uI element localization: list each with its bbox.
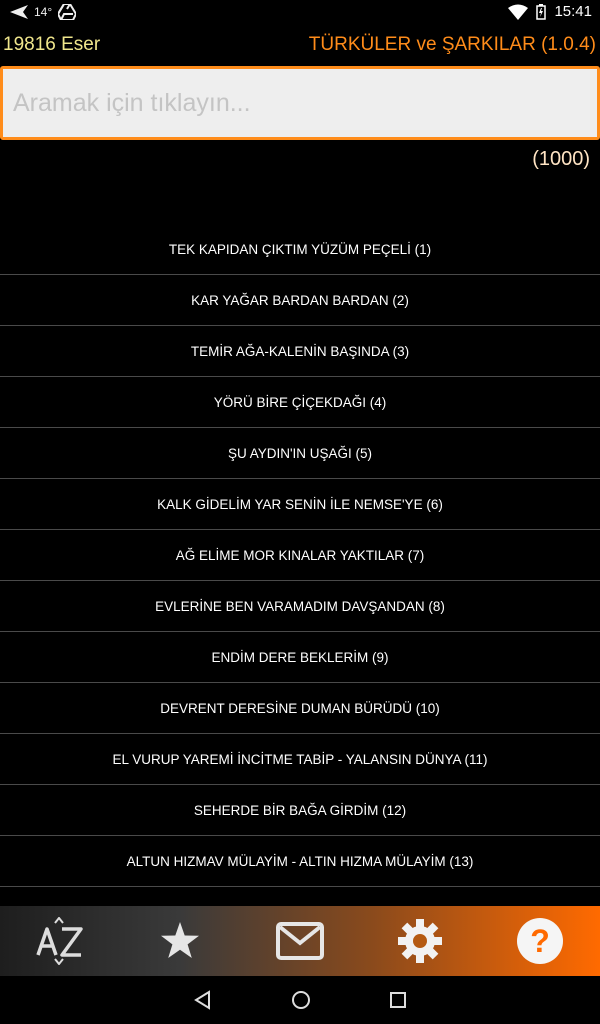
drive-icon xyxy=(58,4,76,20)
mail-button[interactable] xyxy=(240,906,360,976)
song-list-item[interactable]: EL VURUP YAREMİ İNCİTME TABİP - YALANSIN DÜNYA (11) xyxy=(0,734,600,785)
search-box[interactable] xyxy=(0,66,600,140)
total-works-count: 19816 Eser xyxy=(3,34,101,55)
help-button[interactable] xyxy=(480,906,600,976)
song-list-item[interactable]: ALTUN HIZMAV MÜLAYİM - ALTIN HIZMA MÜLAYİM (13) xyxy=(0,836,600,887)
song-list-item[interactable]: ŞU AYDIN'IN UŞAĞI (5) xyxy=(0,428,600,479)
song-list-item[interactable]: YÖRÜ BİRE ÇİÇEKDAĞI (4) xyxy=(0,377,600,428)
song-list-item[interactable]: AĞ ELİME MOR KINALAR YAKTILAR (7) xyxy=(0,530,600,581)
bottom-toolbar xyxy=(0,906,600,976)
back-icon[interactable] xyxy=(193,990,213,1010)
clock: 15:41 xyxy=(554,3,592,20)
song-list-item[interactable]: TEMİR AĞA-KALENİN BAŞINDA (3) xyxy=(0,326,600,377)
status-left xyxy=(10,4,76,20)
song-list-item[interactable]: DEVRENT DERESİNE DUMAN BÜRÜDÜ (10) xyxy=(0,683,600,734)
battery-icon xyxy=(536,4,546,20)
song-list-item[interactable]: ENDİM DERE BEKLERİM (9) xyxy=(0,632,600,683)
song-list-item[interactable]: KAR YAĞAR BARDAN BARDAN (2) xyxy=(0,275,600,326)
recents-icon[interactable] xyxy=(389,991,407,1009)
song-list-item[interactable]: TEK KAPIDAN ÇIKTIM YÜZÜM PEÇELİ (1) xyxy=(0,224,600,275)
song-list-item[interactable]: KALK GİDELİM YAR SENİN İLE NEMSE'YE (6) xyxy=(0,479,600,530)
wifi-icon xyxy=(508,4,528,20)
star-icon xyxy=(160,922,200,960)
search-input[interactable] xyxy=(3,69,597,137)
home-icon[interactable] xyxy=(291,990,311,1010)
help-icon xyxy=(516,917,564,965)
favorites-button[interactable] xyxy=(120,906,240,976)
status-right xyxy=(508,3,592,20)
status-bar xyxy=(0,0,600,26)
app-title: TÜRKÜLER ve ŞARKILAR (1.0.4) xyxy=(308,34,596,55)
sort-az-icon xyxy=(34,917,86,965)
sort-az-button[interactable] xyxy=(0,906,120,976)
help-label: ? xyxy=(530,923,550,959)
song-list-item[interactable]: EVLERİNE BEN VARAMADIM DAVŞANDAN (8) xyxy=(0,581,600,632)
temperature-text: 14° xyxy=(34,5,53,19)
song-list-item[interactable]: SEHERDE BİR BAĞA GİRDİM (12) xyxy=(0,785,600,836)
system-nav-bar xyxy=(0,976,600,1024)
app-header xyxy=(0,30,600,62)
mail-icon xyxy=(276,922,324,960)
gear-icon xyxy=(396,917,444,965)
navigation-arrow-icon xyxy=(10,5,28,19)
settings-button[interactable] xyxy=(360,906,480,976)
song-list[interactable] xyxy=(0,224,600,906)
result-count: (1000) xyxy=(532,148,590,170)
